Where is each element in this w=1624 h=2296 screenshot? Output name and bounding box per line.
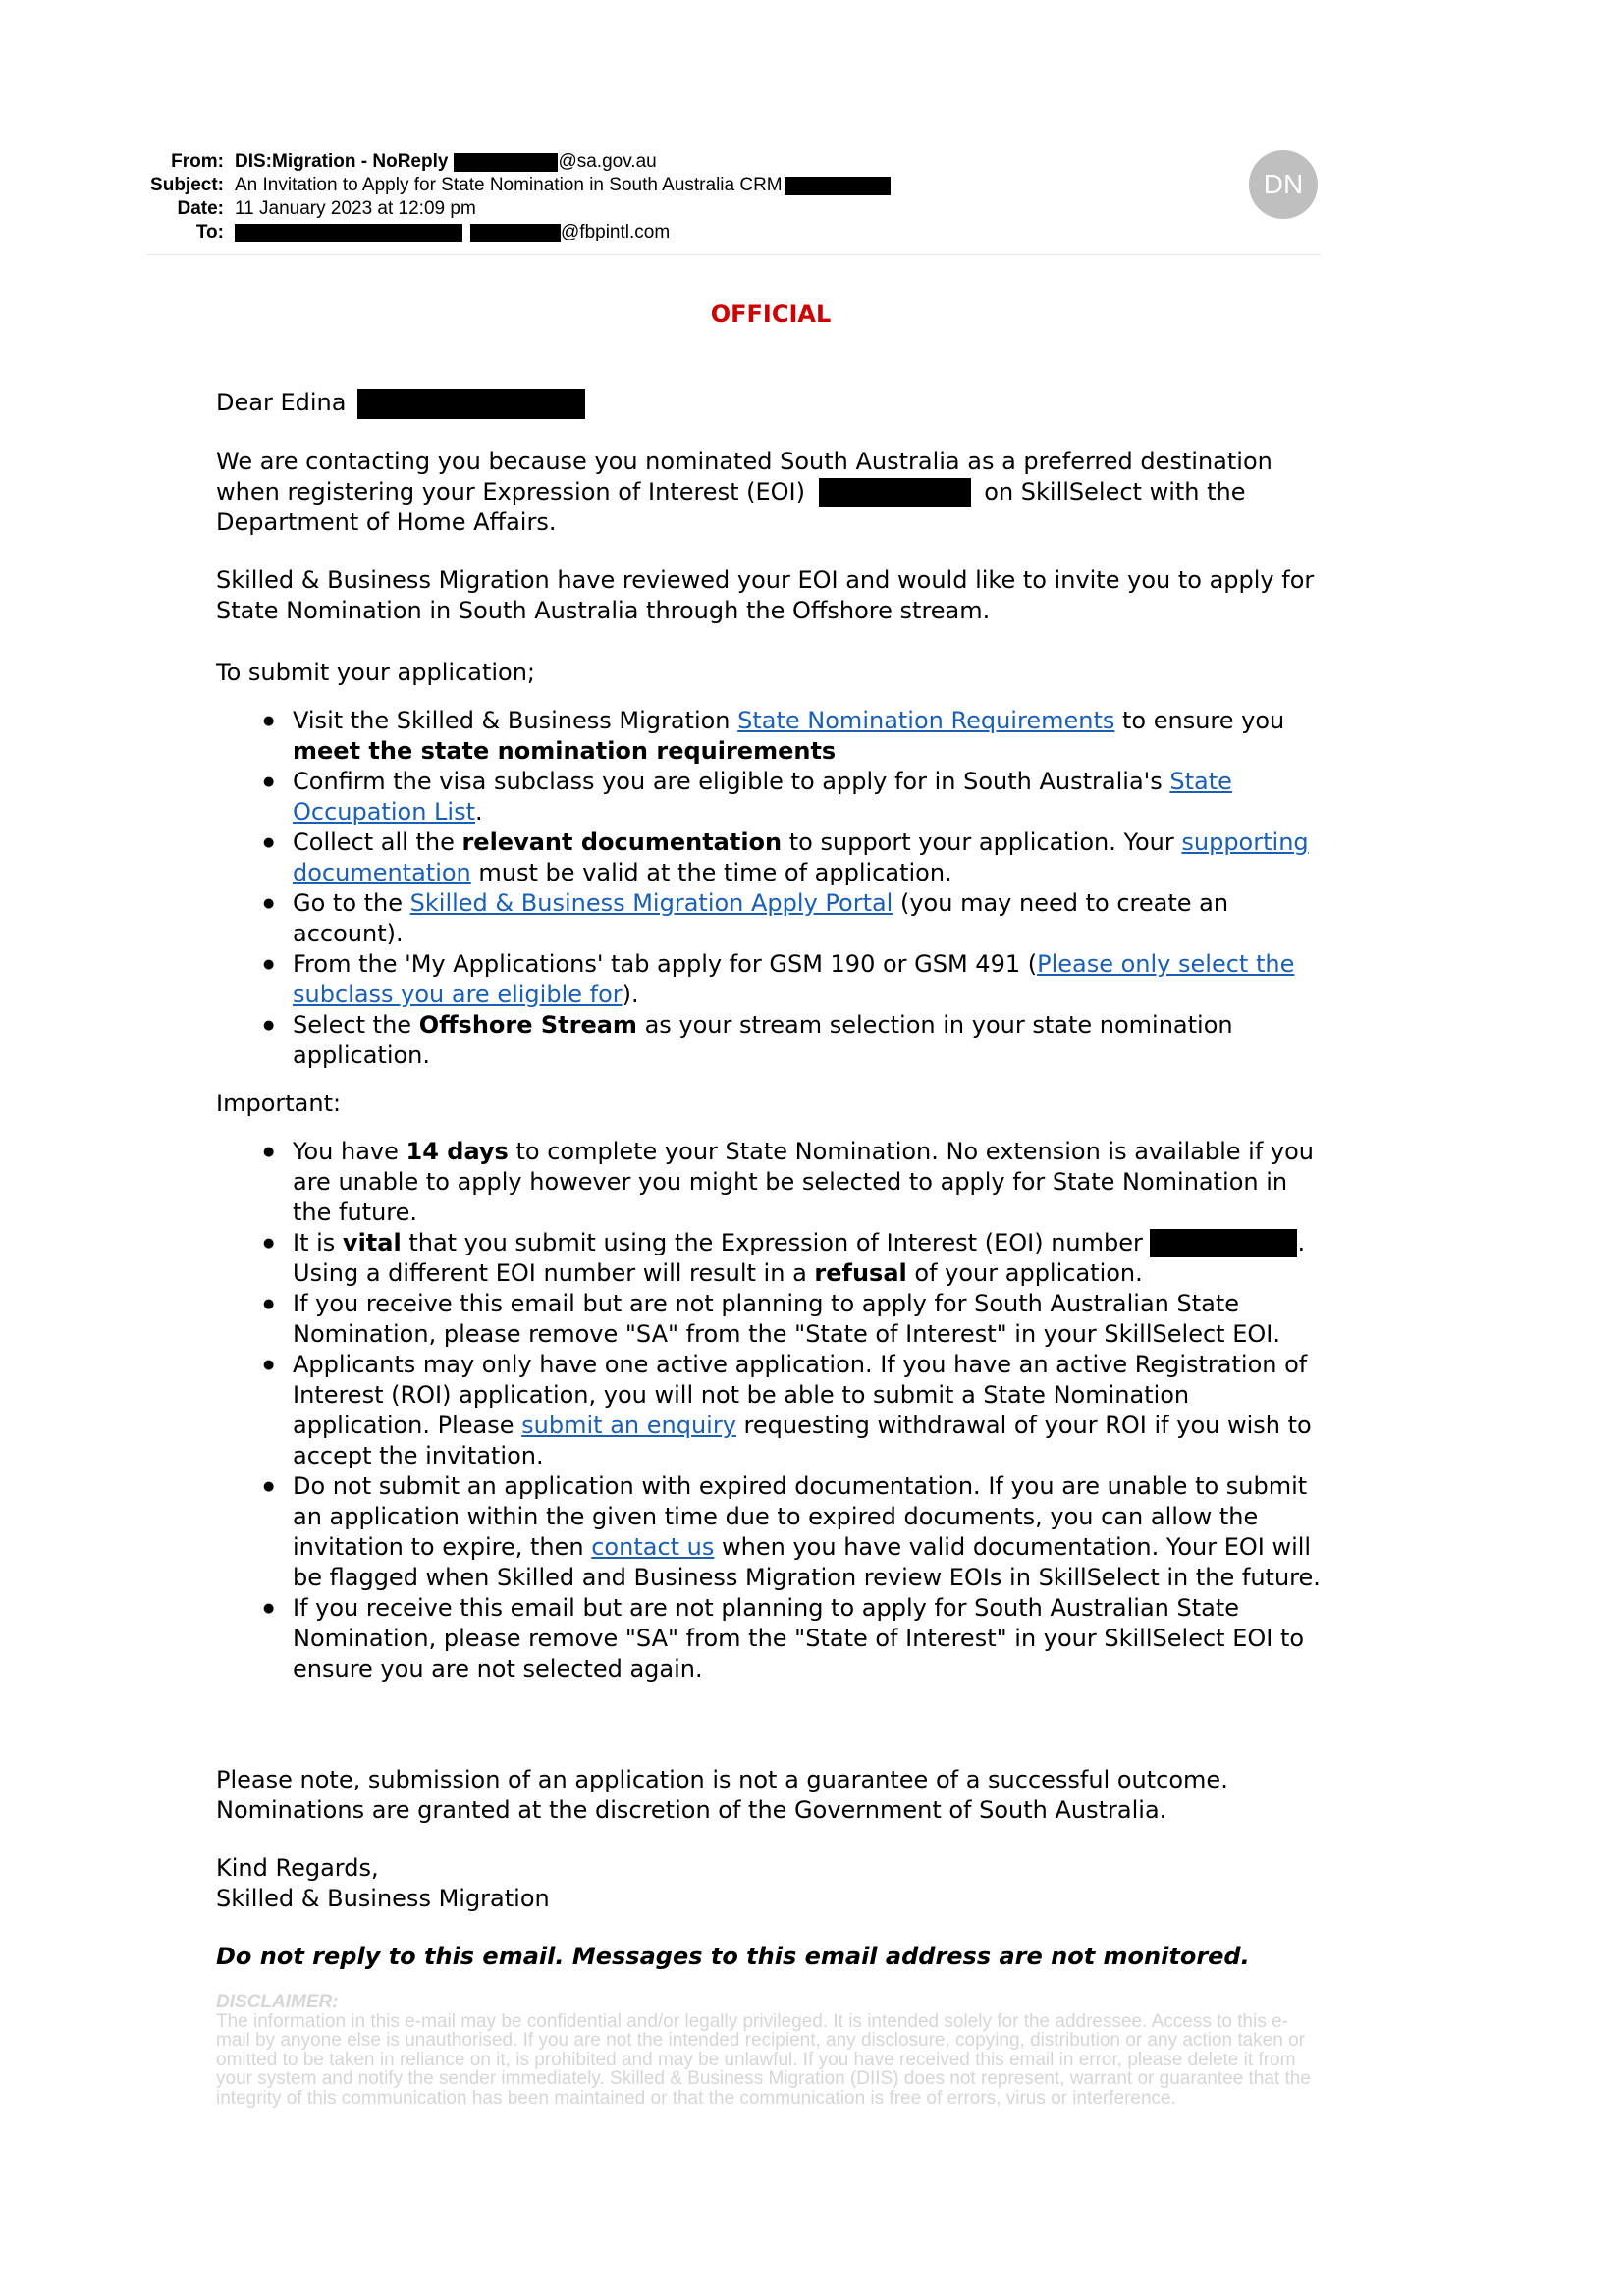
list-text: It is [293, 1228, 343, 1256]
list-text: . Using a different EOI number will result in a [293, 1228, 1306, 1287]
no-reply-notice: Do not reply to this email. Messages to this email address are not monitored. [216, 1942, 1250, 1970]
redaction-bar [785, 177, 891, 195]
list-item [293, 1137, 1326, 1228]
list-text: requesting withdrawal of your ROI if you wish to accept the invitation. [293, 1411, 1312, 1469]
list-text: Collect all the [293, 828, 462, 856]
classification-label: OFFICIAL [710, 300, 832, 328]
to-row [137, 221, 891, 244]
list-item [293, 888, 1326, 949]
list-text: to ensure you [1114, 706, 1285, 734]
list-text: (you may need to create an account). [293, 888, 1229, 947]
sender-name: DIS:Migration - NoReply [235, 151, 449, 172]
disclaimer-text: The information in this e-mail may be confidential and/or legally privileged. It is intended solely for the addressee. Access to this e-mail by anyone else is unauthorised. If you are not the intended recipient, any disclosure, copying, distribution or any action taken or omitted to be taken in reliance on it, is prohibited and may be unlawful. If you have received this email in error, please delete it from your system and notify the sender immediately. Skilled & Business Migration (DIIS) does not represent, warrant or guarantee that the integrity of this communication has been maintained or that the communication is free of errors, virus or interference. [216, 2010, 1311, 2109]
paragraph-text: We are contacting you because you nominated South Australia as a preferred destination when registering your Expression of Interest (EOI) [216, 447, 1272, 506]
list-text: ). [622, 980, 639, 1008]
steps-list [216, 706, 1326, 1071]
important-list [216, 1137, 1326, 1684]
list-text-bold: 14 days [406, 1137, 509, 1165]
from-label: From: [171, 151, 224, 172]
eligible-subclass-link[interactable]: Please only select the subclass you are eligible for [293, 949, 1295, 1008]
subject-value [235, 174, 891, 197]
contact-us-link[interactable]: contact us [591, 1532, 715, 1561]
to-label: To: [195, 222, 224, 242]
header-divider [147, 254, 1321, 255]
list-text: of your application. [906, 1258, 1143, 1287]
list-item [293, 706, 1326, 767]
list-text: If you receive this email but are not planning to apply for South Australian State Nomination, please remove "SA" from the "State of Interest" in your SkillSelect EOI to ensure you are not selected again. [293, 1593, 1305, 1682]
list-text: If you receive this email but are not planning to apply for South Australian State Nomination, please remove "SA" from the "State of Interest" in your SkillSelect EOI. [293, 1289, 1280, 1348]
to-value[interactable] [235, 221, 670, 244]
list-text-bold: meet the state nomination requirements [293, 736, 837, 765]
paragraph-contact [216, 447, 1326, 538]
important-label: Important: [216, 1089, 342, 1117]
paragraph-invite: Skilled & Business Migration have reviewed your EOI and would like to invite you to apply for State Nomination in South Australia through the Offshore stream. [216, 565, 1315, 624]
list-text: to support your application. Your [782, 828, 1182, 856]
signature: Skilled & Business Migration [216, 1884, 550, 1912]
list-text: as your stream selection in your state nomination application. [293, 1010, 1233, 1069]
greeting-text: Dear Edina [216, 389, 347, 416]
redaction-bar [470, 224, 561, 242]
list-text: Applicants may only have one active application. If you have an active Registration of Interest (ROI) application, you will not be able to submit a State Nomination application. Please [293, 1350, 1308, 1439]
list-text: From the 'My Applications' tab apply for GSM 190 or GSM 491 ( [293, 949, 1038, 978]
list-text: Do not submit an application with expired documentation. If you are unable to submit an application within the given time due to expired documents, you can allow the invitation to expire, then [293, 1471, 1308, 1561]
list-item [293, 1228, 1326, 1289]
list-item [293, 1289, 1326, 1350]
subject-row [137, 174, 891, 197]
list-text: . [475, 797, 483, 826]
state-nomination-requirements-link[interactable]: State Nomination Requirements [737, 706, 1115, 734]
date-label: Date: [177, 198, 224, 219]
list-text: to complete your State Nomination. No extension is available if you are unable to apply however you might be selected to apply for State Nomination in the future. [293, 1137, 1315, 1226]
sender-avatar[interactable]: DN [1249, 150, 1318, 219]
sender-domain: @sa.gov.au [558, 151, 657, 172]
from-row [137, 150, 891, 174]
list-item [293, 1471, 1326, 1593]
date-value: 11 January 2023 at 12:09 pm [235, 198, 476, 219]
list-item [293, 1593, 1326, 1684]
list-text-bold: relevant documentation [461, 828, 783, 856]
disclaimer-title: DISCLAIMER: [216, 1992, 339, 2012]
list-text: Go to the [293, 888, 410, 917]
list-text: Visit the Skilled & Business Migration [293, 706, 738, 734]
date-row [137, 197, 891, 221]
list-item [293, 949, 1326, 1010]
list-text: Confirm the visa subclass you are eligible to apply for in South Australia's [293, 767, 1170, 795]
list-item [293, 828, 1326, 888]
apply-portal-link[interactable]: Skilled & Business Migration Apply Portal [409, 888, 893, 917]
list-item [293, 767, 1326, 828]
redaction-bar [235, 224, 462, 242]
list-item [293, 1010, 1326, 1071]
closing: Kind Regards, [216, 1853, 379, 1882]
recipient-domain: @fbpintl.com [561, 222, 671, 242]
disclaimer [216, 1993, 1316, 2108]
list-item [293, 1350, 1326, 1471]
email-header [137, 150, 891, 244]
list-text: must be valid at the time of application. [470, 858, 952, 886]
submit-intro: To submit your application; [216, 658, 535, 686]
redaction-bar [1150, 1229, 1297, 1257]
from-value[interactable] [235, 150, 657, 174]
submit-enquiry-link[interactable]: submit an enquiry [521, 1411, 736, 1439]
subject-text: An Invitation to Apply for State Nomination in South Australia CRM [235, 175, 783, 195]
list-text: You have [293, 1137, 406, 1165]
list-text: when you have valid documentation. Your EOI will be flagged when Skilled and Business Migration review EOIs in SkillSelect in the future. [293, 1532, 1321, 1591]
greeting [216, 388, 1326, 419]
subject-label: Subject: [150, 175, 224, 195]
list-text-bold: Offshore Stream [418, 1010, 637, 1039]
list-text-bold: vital [342, 1228, 402, 1256]
redaction-bar [357, 389, 585, 419]
list-text: Select the [293, 1010, 419, 1039]
list-text-bold: refusal [814, 1258, 907, 1287]
redaction-bar [454, 153, 558, 172]
state-occupation-list-link[interactable]: State Occupation List [293, 767, 1232, 826]
paragraph-text: on SkillSelect with the Department of Home Affairs. [216, 477, 1246, 536]
supporting-documentation-link[interactable]: supporting documentation [293, 828, 1309, 886]
redaction-bar [819, 478, 971, 507]
list-text: that you submit using the Expression of Interest (EOI) number [401, 1228, 1151, 1256]
email-body [216, 299, 1326, 1972]
outcome-note: Please note, submission of an application is not a guarantee of a successful outcome. Nominations are granted at the discretion of the Government of South Australia. [216, 1765, 1228, 1824]
